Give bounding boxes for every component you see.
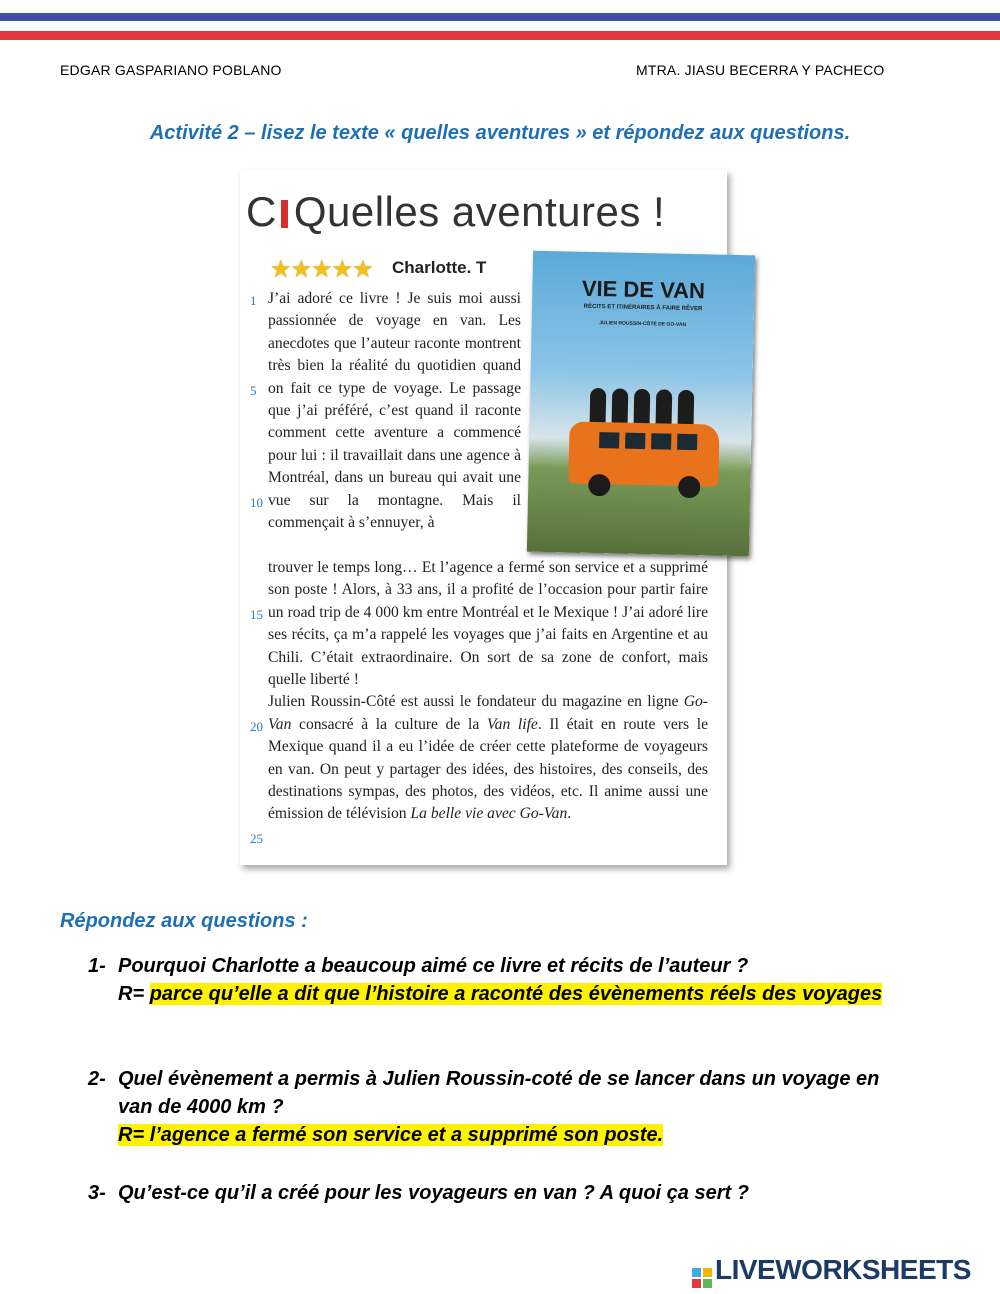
magazine-name: Go-Van xyxy=(268,693,708,733)
article-text-para-2: Julien Roussin-Côté est aussi le fondateur du magazine en ligne xyxy=(268,693,684,711)
student-name: EDGAR GASPARIANO POBLANO xyxy=(60,62,282,78)
title-accent-bar xyxy=(281,200,288,228)
person-silhouette xyxy=(612,388,629,424)
van-wheel xyxy=(678,476,700,498)
question-number: 3- xyxy=(88,1182,106,1204)
logo-text: LIVEWORKSHEETS xyxy=(715,1254,971,1285)
question-text: Pourquoi Charlotte a beaucoup aimé ce livre et récits de l’auteur ? xyxy=(118,955,749,977)
van-window xyxy=(625,433,645,449)
article-title xyxy=(246,188,665,236)
liveworksheets-logo xyxy=(692,1254,971,1288)
reviewer-name: Charlotte. T xyxy=(392,258,487,277)
line-number: 1 xyxy=(250,293,257,308)
article-text-fragment: consacré à la culture de la xyxy=(291,715,487,733)
person-silhouette xyxy=(634,389,651,425)
article-title-text: Quelles aventures ! xyxy=(293,188,666,235)
person-silhouette xyxy=(590,388,607,424)
teacher-name: MTRA. JIASU BECERRA Y PACHECO xyxy=(636,62,885,78)
van-window xyxy=(651,433,671,449)
tv-show-name: La belle vie avec Go-Van xyxy=(410,805,568,823)
line-number: 5 xyxy=(250,383,257,398)
answer-text: l’agence a fermé son service et a supprimé son poste. xyxy=(149,1124,664,1146)
section-letter: C xyxy=(246,188,277,235)
van-window xyxy=(677,434,697,450)
question-number: 2- xyxy=(88,1068,106,1090)
van-life-term: Van life xyxy=(486,715,538,733)
header-band-white xyxy=(0,21,1000,29)
book-cover-title: VIE DE VAN xyxy=(581,275,706,304)
question-text: Qu’est-ce qu’il a créé pour les voyageurs en van ? A quoi ça sert ? xyxy=(118,1182,749,1204)
answer-prefix: R= xyxy=(118,983,150,1005)
book-cover-subtitle: RÉCITS ET ITINÉRAIRES À FAIRE RÊVER xyxy=(583,303,703,313)
line-number: 10 xyxy=(250,495,263,510)
book-cover-author: JULIEN ROUSSIN-CÔTÉ DE GO-VAN xyxy=(599,320,687,328)
question-text: Quel évènement a permis à Julien Roussin-coté de se lancer dans un voyage en van de 4000 km ? xyxy=(118,1068,880,1118)
answer-2[interactable] xyxy=(118,1121,908,1149)
article-page xyxy=(240,170,727,865)
rating-stars-icon: ★★★★★ xyxy=(270,256,373,283)
article-text-fragment: . Il était en route vers le Mexique quand il a eu l’idée de créer cette plateforme de voyageurs en van. On peut y partager des idées, des histoires, des conseils, des destinations sympas, des photos, des vidéos, etc. Il anime aussi une émission de télévision xyxy=(268,715,708,823)
book-cover-image xyxy=(527,251,755,557)
van-window xyxy=(599,432,619,448)
question-number: 1- xyxy=(88,955,106,977)
line-number: 20 xyxy=(250,719,263,734)
answer-prefix: R= xyxy=(118,1124,150,1146)
person-silhouette xyxy=(656,389,673,425)
article-text-fragment: . xyxy=(567,805,572,823)
activity-title: Activité 2 – lisez le texte « quelles aventures » et répondez aux questions. xyxy=(149,122,851,144)
article-text-part-1: J’ai adoré ce livre ! Je suis moi aussi passionnée de voyage en van. Les anecdotes que l’auteur raconte montrent très bien la réalité du quotidien quand on fait ce type de voyage. Le passage que j’ai préféré, c’est quand il raconte comment cette aventure a commencé pour lui : il travaillait dans une agence à Montréal, dans un bureau qui avait une vue sur la montagne. Mais il commençait à s’ennuyer, à xyxy=(268,290,521,532)
line-number: 25 xyxy=(250,831,263,846)
article-text-para-1: trouver le temps long… Et l’agence a fermé son service et a supprimé son poste ! Alors, à 33 ans, il a profité de l’occasion pour partir faire un road trip de 4 000 km entre Montréal et le Mexique ! J’ai adoré lire ses récits, ça m’a rappelé les voyages que j’ai faits en Argentine et au Chili. C’était extraordinaire. On sort de sa zone de confort, mais quelle liberté ! xyxy=(268,559,708,689)
person-silhouette xyxy=(678,390,695,426)
van-wheel xyxy=(588,474,610,496)
header-band-red xyxy=(0,31,1000,40)
header-band-blue xyxy=(0,13,1000,21)
answer-text: parce qu’elle a dit que l’histoire a raconté des évènements réels des voyages xyxy=(149,983,883,1005)
liveworksheets-mark-icon xyxy=(692,1268,712,1288)
line-number: 15 xyxy=(250,607,263,622)
article-text-part-2 xyxy=(268,557,708,826)
answer-1[interactable] xyxy=(118,980,908,1008)
questions-title: Répondez aux questions : xyxy=(60,910,308,932)
